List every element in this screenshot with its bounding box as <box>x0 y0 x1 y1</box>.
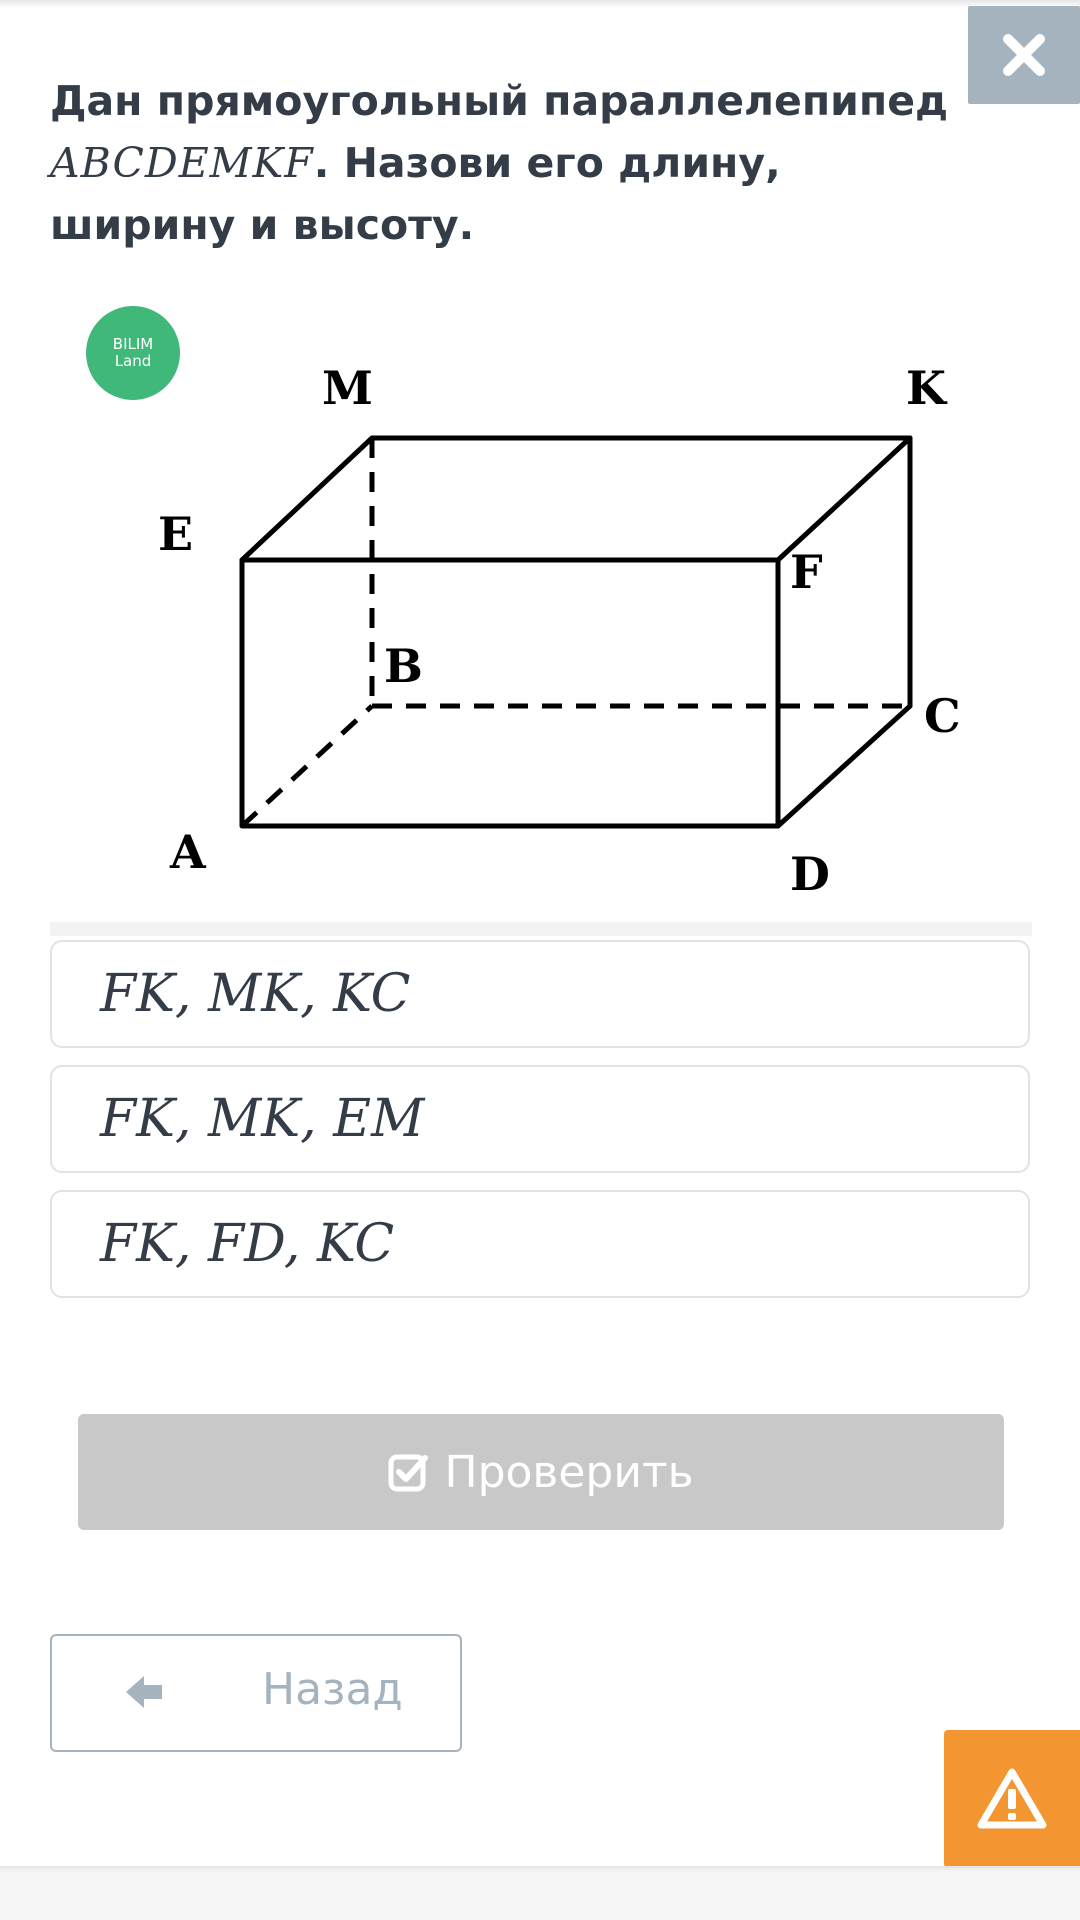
back-button[interactable] <box>50 1634 462 1752</box>
vertex-e-label: E <box>158 507 194 561</box>
warning-icon <box>976 1767 1048 1831</box>
answer-option-2[interactable] <box>50 1065 1030 1173</box>
logo-line2: Land <box>114 352 152 370</box>
report-problem-button[interactable] <box>944 1730 1080 1868</box>
vertex-c-label: C <box>924 689 961 743</box>
question-text <box>50 70 970 256</box>
top-face <box>242 438 910 560</box>
vertex-k-label: K <box>906 361 946 415</box>
vertex-b-label: B <box>384 639 423 693</box>
question-prefix: Дан прямоугольный параллелепипед <box>50 77 949 125</box>
check-button-label: Проверить <box>444 1446 694 1498</box>
answer-option-label: FK, MK, KC <box>100 964 411 1024</box>
answer-option-3[interactable] <box>50 1190 1030 1298</box>
front-face <box>242 560 778 826</box>
answer-option-label: FK, MK, EM <box>100 1089 425 1149</box>
answer-option-1[interactable] <box>50 940 1030 1048</box>
parallelepiped-figure <box>150 350 980 910</box>
top-shadow <box>0 0 1080 8</box>
vertex-f-label: F <box>790 545 823 599</box>
system-nav-bar <box>0 1872 1080 1920</box>
answer-option-label: FK, FD, KC <box>100 1214 395 1274</box>
vertex-d-label: D <box>790 847 830 901</box>
logo-line1: BILIM <box>112 335 154 353</box>
hidden-edge-ab <box>242 706 372 826</box>
close-button[interactable] <box>968 6 1080 104</box>
arrow-left-icon <box>122 1672 166 1712</box>
vertex-m-label: M <box>322 361 373 415</box>
edge-cd <box>778 706 910 826</box>
figure-name: ABCDEMKF <box>50 139 314 187</box>
vertex-a-label: A <box>170 825 206 879</box>
check-button[interactable] <box>78 1414 1004 1530</box>
check-square-icon <box>388 1452 428 1492</box>
figure-divider <box>50 922 1032 936</box>
question-suffix: . Назови его длину, ширину и высоту. <box>50 139 781 249</box>
close-icon <box>1002 33 1046 77</box>
back-button-label: Назад <box>262 1664 403 1715</box>
